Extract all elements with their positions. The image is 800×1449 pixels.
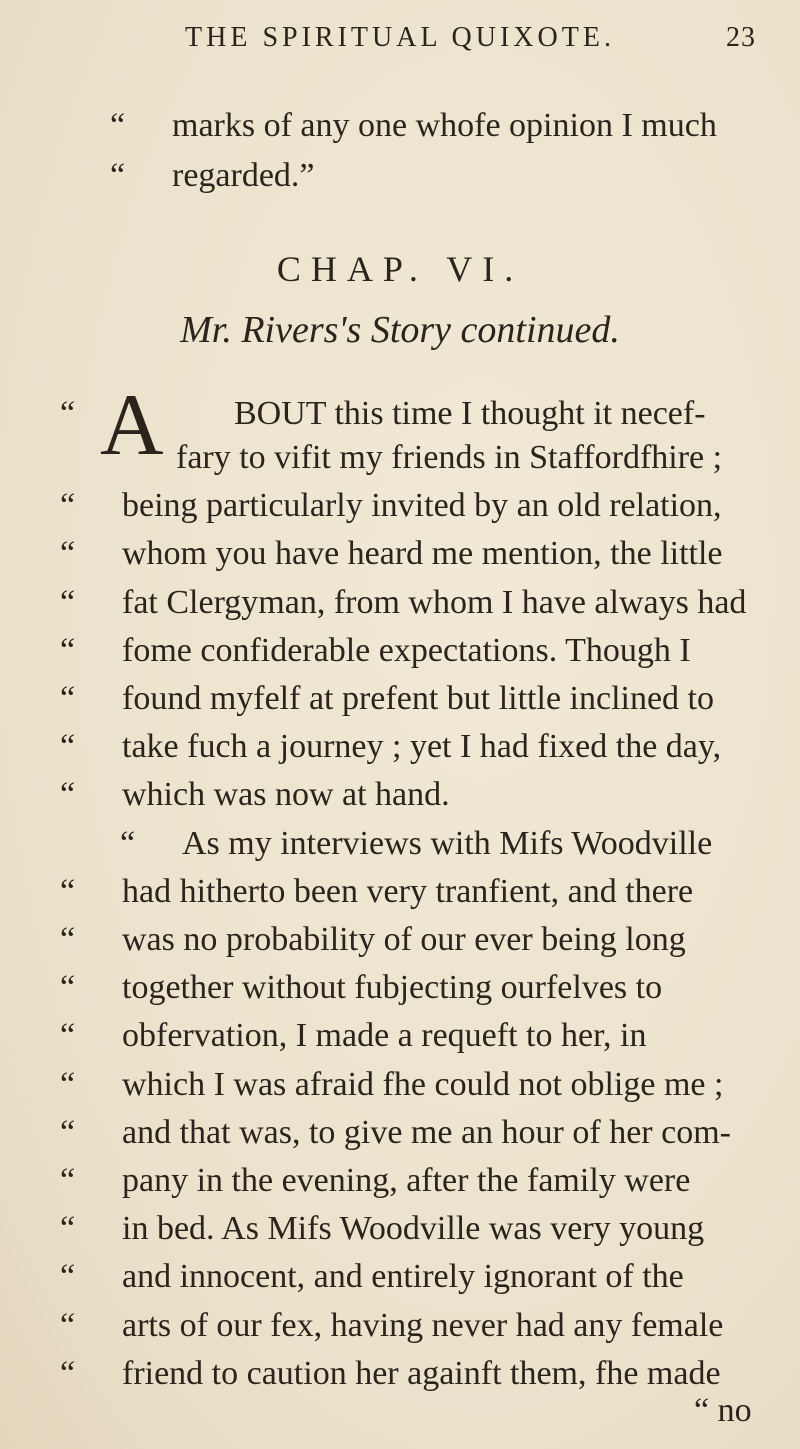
- text-line: “ regarded.”: [110, 157, 315, 194]
- drop-cap: A: [100, 377, 164, 474]
- text-line: “ pany in the evening, after the family were: [60, 1162, 691, 1199]
- text-line: “ which was now at hand.: [60, 776, 450, 814]
- page-number: 23: [726, 22, 756, 53]
- text-line: fary to vifit my friends in Staffordfhire ;: [176, 439, 723, 476]
- text-line: “ arts of our fex, having never had any female: [60, 1306, 724, 1344]
- text-line: “ and innocent, and entirely ignorant of the: [60, 1258, 684, 1296]
- text-line: “ BOUT this time I thought it necef-: [60, 395, 706, 432]
- text-line: “ fome confiderable expectations. Though I: [60, 631, 691, 669]
- text-line: “ whom you have heard me mention, the little: [60, 535, 723, 573]
- text-line: “ marks of any one whofe opinion I much: [110, 107, 717, 144]
- text-line: “ being particularly invited by an old relation,: [60, 487, 722, 525]
- running-header: [0, 22, 800, 54]
- catchword: “ no: [694, 1392, 752, 1429]
- text-line: “ in bed. As Mifs Woodville was very young: [60, 1210, 705, 1248]
- text-line: “ fat Clergyman, from whom I have always had: [60, 583, 747, 621]
- text-line: “ friend to caution her againft them, fhe made: [60, 1354, 721, 1392]
- text-line: “ which I was afraid fhe could not oblige me ;: [60, 1065, 724, 1103]
- running-title: THE SPIRITUAL QUIXOTE.: [185, 22, 615, 53]
- chapter-subtitle: Mr. Rivers's Story continued.: [180, 309, 620, 351]
- chapter-heading: CHAP. VI.: [276, 249, 524, 289]
- text-line: “ As my interviews with Mifs Woodville: [120, 824, 713, 862]
- text-line: “ found myfelf at prefent but little inclined to: [60, 680, 714, 717]
- text-line: “ obfervation, I made a requeft to her, in: [60, 1017, 647, 1055]
- text-line: “ together without fubjecting ourfelves to: [60, 969, 663, 1007]
- text-line: “ and that was, to give me an hour of her com-: [60, 1113, 731, 1151]
- text-line: “ was no probability of our ever being long: [60, 921, 686, 958]
- text-line: “ had hitherto been very tranfient, and there: [60, 872, 694, 910]
- text-line: “ take fuch a journey ; yet I had fixed the day,: [60, 728, 722, 766]
